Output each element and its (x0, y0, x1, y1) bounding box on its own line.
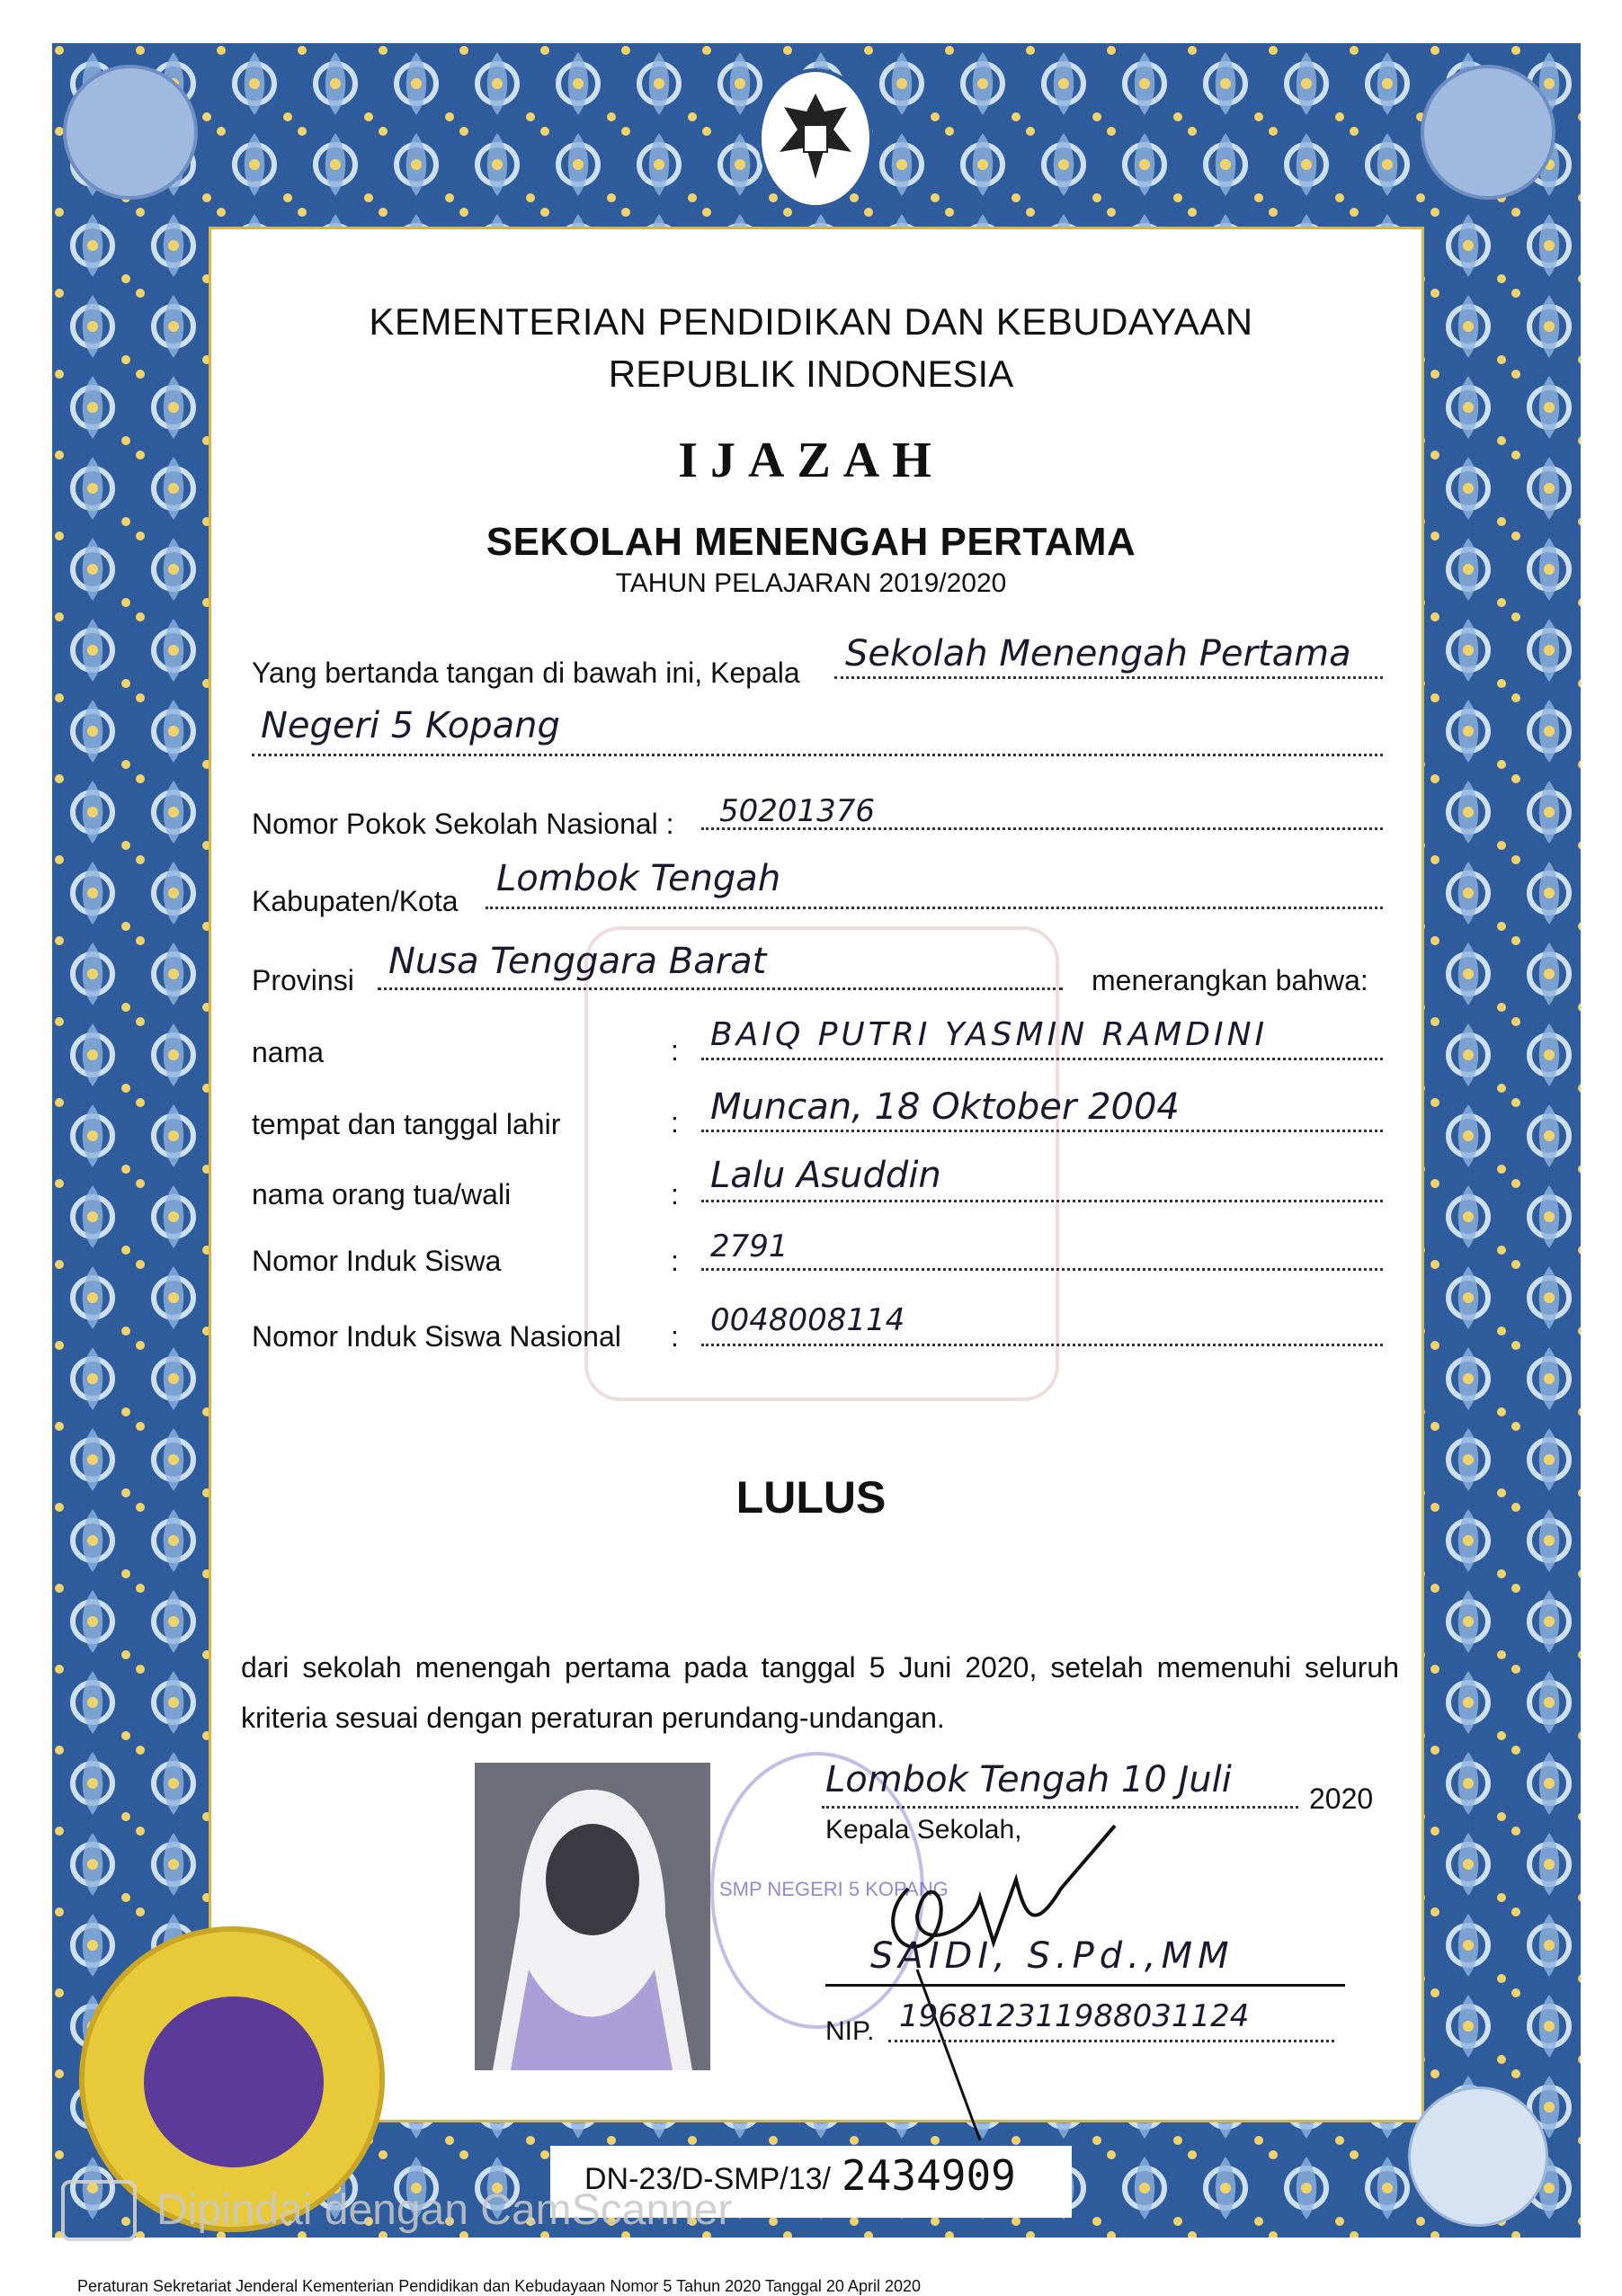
ministry-title: KEMENTERIAN PENDIDIKAN DAN KEBUDAYAAN (369, 300, 1253, 343)
field-value-nisn: 0048008114 (710, 1302, 905, 1338)
provinsi-value: Nusa Tenggara Barat (388, 941, 767, 982)
dotted-line (378, 987, 1063, 990)
field-label-nis: Nomor Induk Siswa (252, 1245, 502, 1277)
field-value-ttl: Muncan, 18 Oktober 2004 (710, 1086, 1180, 1128)
regulation-footer: Peraturan Sekretariat Jenderal Kementerian Pendidikan dan Kebudayaan Nomor 5 Tahun 2020 Tanggal 20 April 2020 (77, 2277, 921, 2295)
headmaster-name: SAIDI, S.Pd.,MM (870, 1935, 1234, 1977)
dotted-line (701, 1058, 1383, 1060)
dotted-line (822, 1806, 1298, 1809)
dotted-line (252, 754, 1383, 756)
dotted-line (834, 676, 1383, 679)
serial-prefix: DN-23/D-SMP/13/ (584, 2162, 831, 2196)
intro-label: Yang bertanda tangan di bawah ini, Kepala (252, 657, 800, 689)
signature-year: 2020 (1309, 1782, 1374, 1815)
result-paragraph: dari sekolah menengah pertama pada tanggal 5 Juni 2020, setelah memenuhi seluruh kriteria sesuai dengan peraturan perundang-undangan. (241, 1651, 1399, 1734)
colon: : (671, 1178, 679, 1211)
nip-label: NIP. (825, 2016, 875, 2046)
serial-number: 2434909 (842, 2151, 1016, 2200)
menerangkan-label: menerangkan bahwa: (1092, 964, 1368, 996)
signature-role: Kepala Sekolah, (825, 1815, 1022, 1845)
field-label-ttl: tempat dan tanggal lahir (252, 1108, 561, 1140)
dotted-line (888, 2040, 1334, 2042)
nip-value: 196812311988031124 (899, 1998, 1250, 2034)
camscanner-logo-icon (61, 2180, 137, 2241)
signature-scribble (836, 1817, 1124, 2149)
corner-medallion (63, 65, 198, 200)
school-name-line1: Sekolah Menengah Pertama (845, 633, 1351, 675)
republic-title: REPUBLIK INDONESIA (608, 353, 1014, 395)
field-value-wali: Lalu Asuddin (710, 1155, 941, 1196)
stamp-text: SMP NEGERI 5 KOPANG (719, 1878, 949, 1900)
colon: : (671, 1034, 679, 1067)
camscanner-watermark: Dipindai dengan CamScanner (156, 2186, 733, 2234)
signature-underline (825, 1984, 1345, 1987)
field-label-nisn: Nomor Induk Siswa Nasional (252, 1320, 621, 1353)
field-value-nis: 2791 (710, 1228, 789, 1264)
dotted-line (486, 907, 1383, 909)
school-name-line2: Negeri 5 Kopang (261, 705, 560, 746)
provinsi-label: Provinsi (252, 964, 354, 996)
npsn-label: Nomor Pokok Sekolah Nasional : (252, 808, 674, 840)
field-value-nama: BAIQ PUTRI YASMIN RAMDINI (710, 1016, 1269, 1053)
garuda-emblem-icon (757, 67, 874, 210)
dotted-line (701, 1200, 1383, 1202)
result-status: LULUS (735, 1472, 887, 1523)
security-hologram (1408, 2086, 1548, 2227)
tut-wuri-handayani-logo-icon (144, 1997, 324, 2167)
school-level: SEKOLAH MENENGAH PERTAMA (486, 520, 1136, 564)
academic-year: TAHUN PELAJARAN 2019/2020 (615, 568, 1007, 598)
dotted-line (701, 1268, 1383, 1271)
colon: : (671, 1320, 679, 1353)
student-photo (475, 1763, 710, 2070)
kabupaten-label: Kabupaten/Kota (252, 885, 459, 917)
field-label-nama: nama (252, 1036, 325, 1068)
signature-place-date: Lombok Tengah 10 Juli (825, 1759, 1232, 1800)
npsn-value: 50201376 (719, 793, 876, 829)
corner-medallion (1421, 65, 1555, 200)
colon: : (671, 1245, 679, 1277)
colon: : (671, 1106, 679, 1139)
kabupaten-value: Lombok Tengah (496, 858, 781, 899)
document-title: IJAZAH (678, 433, 944, 488)
field-label-wali: nama orang tua/wali (252, 1178, 512, 1211)
dotted-line (701, 1344, 1383, 1346)
dotted-line (701, 1130, 1383, 1132)
